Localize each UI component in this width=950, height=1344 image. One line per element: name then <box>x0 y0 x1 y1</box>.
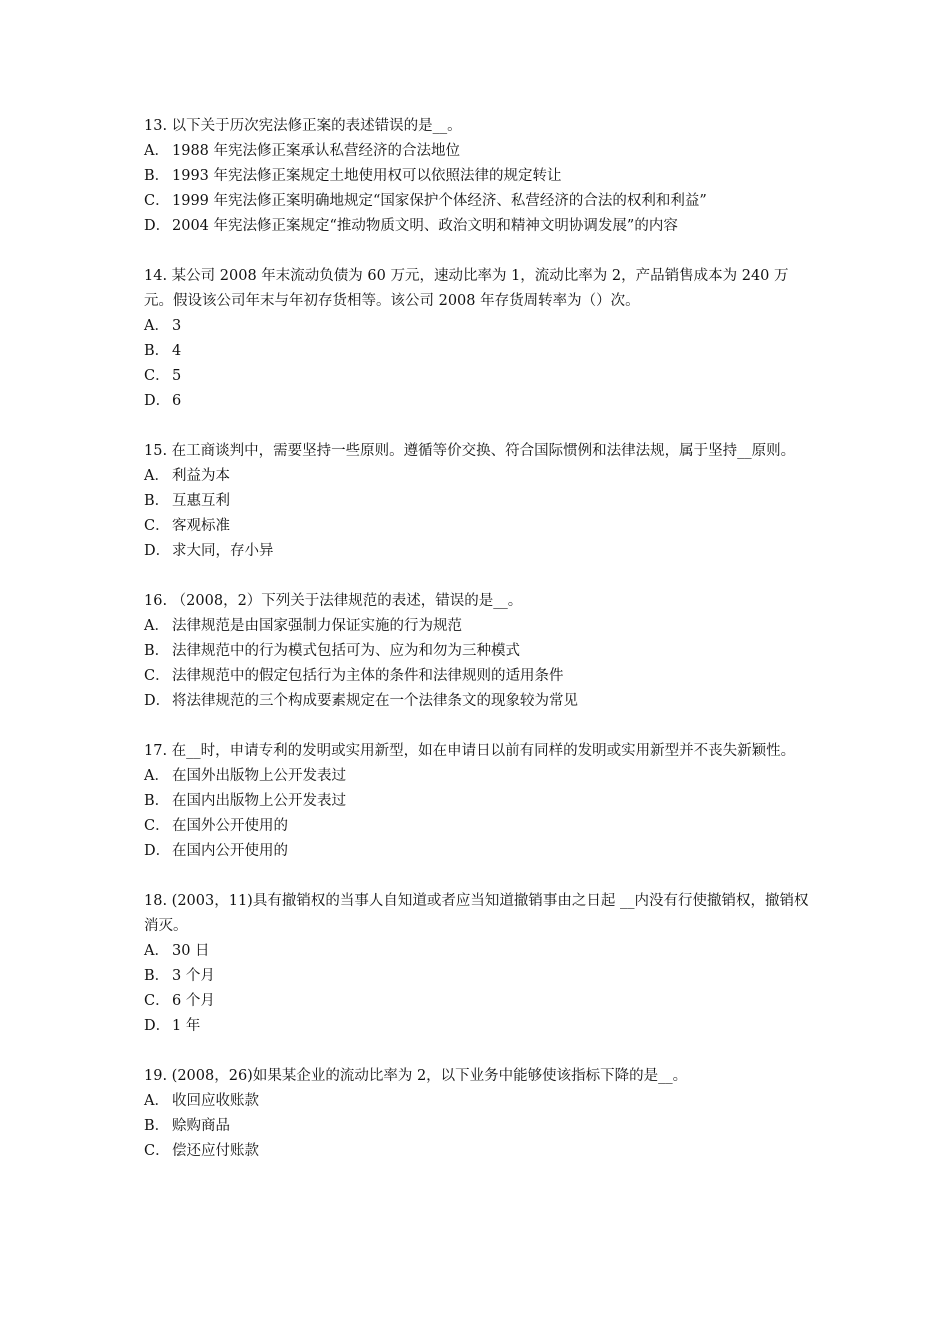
option-letter: A． <box>144 468 169 484</box>
option-d <box>144 539 816 564</box>
option-d <box>144 214 816 239</box>
question-stem: 18. (2003，11)具有撤销权的当事人自知道或者应当知道撤销事由之日起 __内没有行使撤销权，撤销权消灭。 <box>144 893 809 934</box>
question-19 <box>144 1064 816 1164</box>
question-stem: 15. 在工商谈判中，需要坚持一些原则。遵循等价交换、符合国际惯例和法律法规，属于坚持__原则。 <box>144 443 796 459</box>
option-text: 6 <box>172 393 182 409</box>
option-letter: C． <box>144 368 170 384</box>
option-letter: B． <box>144 343 170 359</box>
option-letter: C． <box>144 518 170 534</box>
option-a <box>144 314 816 339</box>
option-d <box>144 689 816 714</box>
option-c <box>144 814 816 839</box>
question-18 <box>144 889 816 1039</box>
option-text: 法律规范中的行为模式包括可为、应为和勿为三种模式 <box>172 643 520 659</box>
option-text: 5 <box>172 368 182 384</box>
option-b <box>144 639 816 664</box>
option-b <box>144 164 816 189</box>
option-letter: D． <box>144 543 171 559</box>
option-text: 2004 年宪法修正案规定“推动物质文明、政治文明和精神文明协调发展”的内容 <box>172 218 678 234</box>
option-text: 客观标准 <box>172 518 230 534</box>
option-c <box>144 514 816 539</box>
option-d <box>144 389 816 414</box>
option-letter: C． <box>144 193 170 209</box>
option-text: 偿还应付账款 <box>172 1143 259 1159</box>
option-text: 在国内出版物上公开发表过 <box>172 793 346 809</box>
option-c <box>144 364 816 389</box>
option-a <box>144 1089 816 1114</box>
option-text: 6 个月 <box>172 993 215 1009</box>
option-letter: D． <box>144 693 171 709</box>
option-text: 3 个月 <box>172 968 215 984</box>
option-text: 法律规范中的假定包括行为主体的条件和法律规则的适用条件 <box>172 668 564 684</box>
option-letter: B． <box>144 493 170 509</box>
option-text: 1 年 <box>172 1018 201 1034</box>
option-text: 互惠互利 <box>172 493 230 509</box>
option-letter: B． <box>144 643 170 659</box>
option-b <box>144 1114 816 1139</box>
question-13 <box>144 114 816 239</box>
option-letter: D． <box>144 1018 171 1034</box>
option-letter: B． <box>144 793 170 809</box>
option-a <box>144 614 816 639</box>
option-letter: A． <box>144 1093 169 1109</box>
option-letter: A． <box>144 318 169 334</box>
option-text: 在国外公开使用的 <box>172 818 288 834</box>
option-text: 法律规范是由国家强制力保证实施的行为规范 <box>172 618 462 634</box>
option-text: 在国内公开使用的 <box>172 843 288 859</box>
option-c <box>144 664 816 689</box>
question-list <box>144 114 816 1189</box>
option-letter: A． <box>144 618 169 634</box>
option-letter: C． <box>144 1143 170 1159</box>
option-b <box>144 339 816 364</box>
option-c <box>144 989 816 1014</box>
question-17 <box>144 739 816 864</box>
option-d <box>144 839 816 864</box>
question-stem: 13. 以下关于历次宪法修正案的表述错误的是__。 <box>144 118 462 134</box>
option-text: 在国外出版物上公开发表过 <box>172 768 346 784</box>
option-text: 1993 年宪法修正案规定土地使用权可以依照法律的规定转让 <box>172 168 562 184</box>
option-a <box>144 764 816 789</box>
question-16 <box>144 589 816 714</box>
option-text: 将法律规范的三个构成要素规定在一个法律条文的现象较为常见 <box>172 693 578 709</box>
option-letter: B． <box>144 1118 170 1134</box>
question-stem: 16. （2008，2）下列关于法律规范的表述，错误的是__。 <box>144 593 523 609</box>
option-text: 1999 年宪法修正案明确地规定“国家保护个体经济、私营经济的合法的权利和利益” <box>172 193 707 209</box>
option-letter: B． <box>144 168 170 184</box>
option-text: 30 日 <box>172 943 210 959</box>
option-text: 利益为本 <box>172 468 230 484</box>
option-a <box>144 939 816 964</box>
option-c <box>144 1139 816 1164</box>
option-text: 3 <box>172 318 182 334</box>
question-stem: 17. 在__时，申请专利的发明或实用新型，如在申请日以前有同样的发明或实用新型并不丧失新颖性。 <box>144 743 796 759</box>
option-text: 收回应收账款 <box>172 1093 259 1109</box>
option-a <box>144 139 816 164</box>
option-text: 求大同，存小异 <box>172 543 274 559</box>
option-letter: C． <box>144 993 170 1009</box>
question-14 <box>144 264 816 414</box>
option-letter: A． <box>144 768 169 784</box>
option-letter: D． <box>144 843 171 859</box>
question-stem: 14. 某公司 2008 年末流动负债为 60 万元，速动比率为 1，流动比率为 2，产品销售成本为 240 万元。假设该公司年末与年初存货相等。该公司 2008 年存货周转率为（）次。 <box>144 268 789 309</box>
option-b <box>144 789 816 814</box>
question-stem: 19. (2008，26)如果某企业的流动比率为 2，以下业务中能够使该指标下降的是__。 <box>144 1068 688 1084</box>
option-text: 赊购商品 <box>172 1118 230 1134</box>
question-15 <box>144 439 816 564</box>
option-letter: D． <box>144 393 171 409</box>
option-letter: C． <box>144 668 170 684</box>
option-text: 1988 年宪法修正案承认私营经济的合法地位 <box>172 143 461 159</box>
option-a <box>144 464 816 489</box>
option-text: 4 <box>172 343 182 359</box>
option-c <box>144 189 816 214</box>
option-letter: A． <box>144 943 169 959</box>
option-letter: A． <box>144 143 169 159</box>
option-b <box>144 489 816 514</box>
option-letter: B． <box>144 968 170 984</box>
option-d <box>144 1014 816 1039</box>
option-letter: D． <box>144 218 171 234</box>
option-letter: C． <box>144 818 170 834</box>
option-b <box>144 964 816 989</box>
